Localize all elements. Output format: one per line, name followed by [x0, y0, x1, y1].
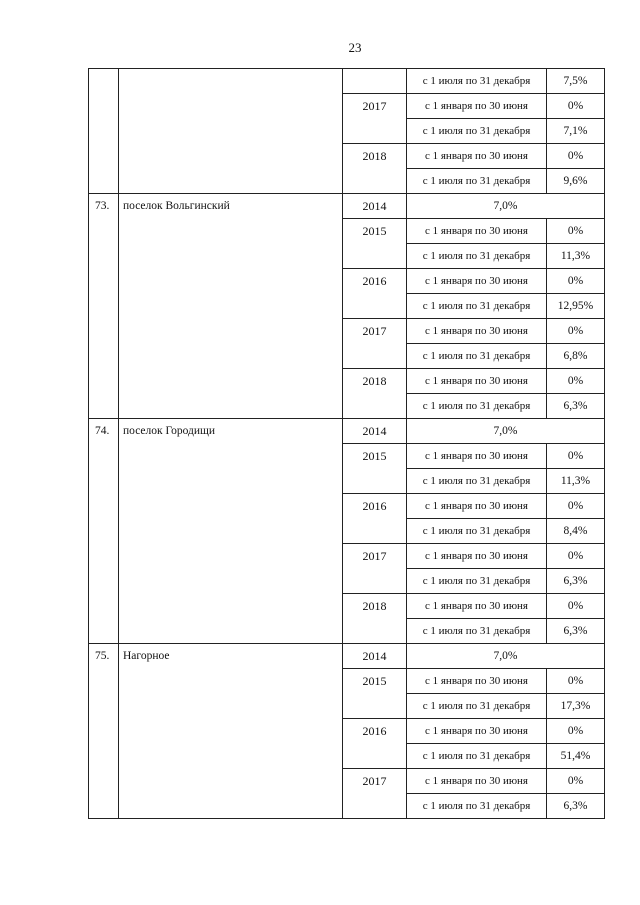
- period-cell: с 1 января по 30 июня: [407, 544, 547, 569]
- table-row: [89, 419, 605, 444]
- rate-cell: 6,3%: [547, 794, 605, 819]
- period-cell: с 1 января по 30 июня: [407, 94, 547, 119]
- rate-cell: 6,3%: [547, 619, 605, 644]
- period-cell: с 1 июля по 31 декабря: [407, 619, 547, 644]
- rate-cell: 0%: [547, 769, 605, 794]
- period-cell: с 1 июля по 31 декабря: [407, 794, 547, 819]
- period-cell: с 1 июля по 31 декабря: [407, 744, 547, 769]
- rate-cell: 0%: [547, 319, 605, 344]
- period-cell: с 1 июля по 31 декабря: [407, 694, 547, 719]
- year-cell: 2014: [343, 194, 407, 219]
- period-cell: с 1 июля по 31 декабря: [407, 394, 547, 419]
- settlement-name-cell: Нагорное: [119, 644, 343, 819]
- year-cell: 2018: [343, 594, 407, 644]
- year-cell: 2017: [343, 769, 407, 819]
- period-cell: с 1 января по 30 июня: [407, 319, 547, 344]
- period-cell: с 1 января по 30 июня: [407, 494, 547, 519]
- year-cell: 2016: [343, 494, 407, 544]
- row-number-cell: [89, 69, 119, 194]
- period-cell: с 1 января по 30 июня: [407, 369, 547, 394]
- rate-cell: 6,3%: [547, 569, 605, 594]
- year-cell: 2017: [343, 319, 407, 369]
- rate-cell: 51,4%: [547, 744, 605, 769]
- period-cell: с 1 января по 30 июня: [407, 769, 547, 794]
- year-cell: 2014: [343, 419, 407, 444]
- rate-cell: 0%: [547, 219, 605, 244]
- period-cell: с 1 января по 30 июня: [407, 269, 547, 294]
- rate-cell: 0%: [547, 94, 605, 119]
- year-cell: 2015: [343, 219, 407, 269]
- period-cell: с 1 января по 30 июня: [407, 594, 547, 619]
- period-cell: с 1 июля по 31 декабря: [407, 469, 547, 494]
- rate-cell: 0%: [547, 144, 605, 169]
- period-cell: с 1 июля по 31 декабря: [407, 294, 547, 319]
- rate-cell: 0%: [547, 544, 605, 569]
- rate-cell: 0%: [547, 269, 605, 294]
- rate-cell: 7,1%: [547, 119, 605, 144]
- base-rate-cell: 7,0%: [407, 644, 605, 669]
- table-row: [89, 194, 605, 219]
- period-cell: с 1 июля по 31 декабря: [407, 244, 547, 269]
- row-number-cell: 73.: [89, 194, 119, 419]
- rate-cell: 0%: [547, 369, 605, 394]
- year-cell: 2016: [343, 719, 407, 769]
- year-cell: 2015: [343, 444, 407, 494]
- rate-cell: 12,95%: [547, 294, 605, 319]
- period-cell: с 1 июля по 31 декабря: [407, 119, 547, 144]
- period-cell: с 1 июля по 31 декабря: [407, 169, 547, 194]
- rate-cell: 0%: [547, 719, 605, 744]
- row-number-cell: 74.: [89, 419, 119, 644]
- year-cell: 2014: [343, 644, 407, 669]
- settlement-name-cell: поселок Городищи: [119, 419, 343, 644]
- year-cell: 2015: [343, 669, 407, 719]
- year-cell: 2017: [343, 544, 407, 594]
- settlement-name-cell: поселок Вольгинский: [119, 194, 343, 419]
- rate-cell: 11,3%: [547, 469, 605, 494]
- settlement-name-cell: [119, 69, 343, 194]
- rate-cell: 17,3%: [547, 694, 605, 719]
- period-cell: с 1 июля по 31 декабря: [407, 519, 547, 544]
- rate-cell: 11,3%: [547, 244, 605, 269]
- rate-cell: 6,8%: [547, 344, 605, 369]
- row-number-cell: 75.: [89, 644, 119, 819]
- year-cell: [343, 69, 407, 94]
- period-cell: с 1 января по 30 июня: [407, 444, 547, 469]
- rate-cell: 0%: [547, 494, 605, 519]
- rate-cell: 0%: [547, 444, 605, 469]
- base-rate-cell: 7,0%: [407, 419, 605, 444]
- table-row: [89, 644, 605, 669]
- period-cell: с 1 июля по 31 декабря: [407, 344, 547, 369]
- period-cell: с 1 июля по 31 декабря: [407, 569, 547, 594]
- page-number: 23: [348, 40, 362, 55]
- rate-cell: 6,3%: [547, 394, 605, 419]
- rate-cell: 9,6%: [547, 169, 605, 194]
- year-cell: 2017: [343, 94, 407, 144]
- rate-cell: 0%: [547, 594, 605, 619]
- rate-cell: 0%: [547, 669, 605, 694]
- rate-cell: 8,4%: [547, 519, 605, 544]
- table-row: [89, 69, 605, 94]
- year-cell: 2018: [343, 144, 407, 194]
- period-cell: с 1 января по 30 июня: [407, 219, 547, 244]
- year-cell: 2016: [343, 269, 407, 319]
- period-cell: с 1 января по 30 июня: [407, 669, 547, 694]
- base-rate-cell: 7,0%: [407, 194, 605, 219]
- period-cell: с 1 января по 30 июня: [407, 144, 547, 169]
- period-cell: с 1 января по 30 июня: [407, 719, 547, 744]
- period-cell: с 1 июля по 31 декабря: [407, 69, 547, 94]
- rate-cell: 7,5%: [547, 69, 605, 94]
- year-cell: 2018: [343, 369, 407, 419]
- tariff-table: [88, 68, 605, 819]
